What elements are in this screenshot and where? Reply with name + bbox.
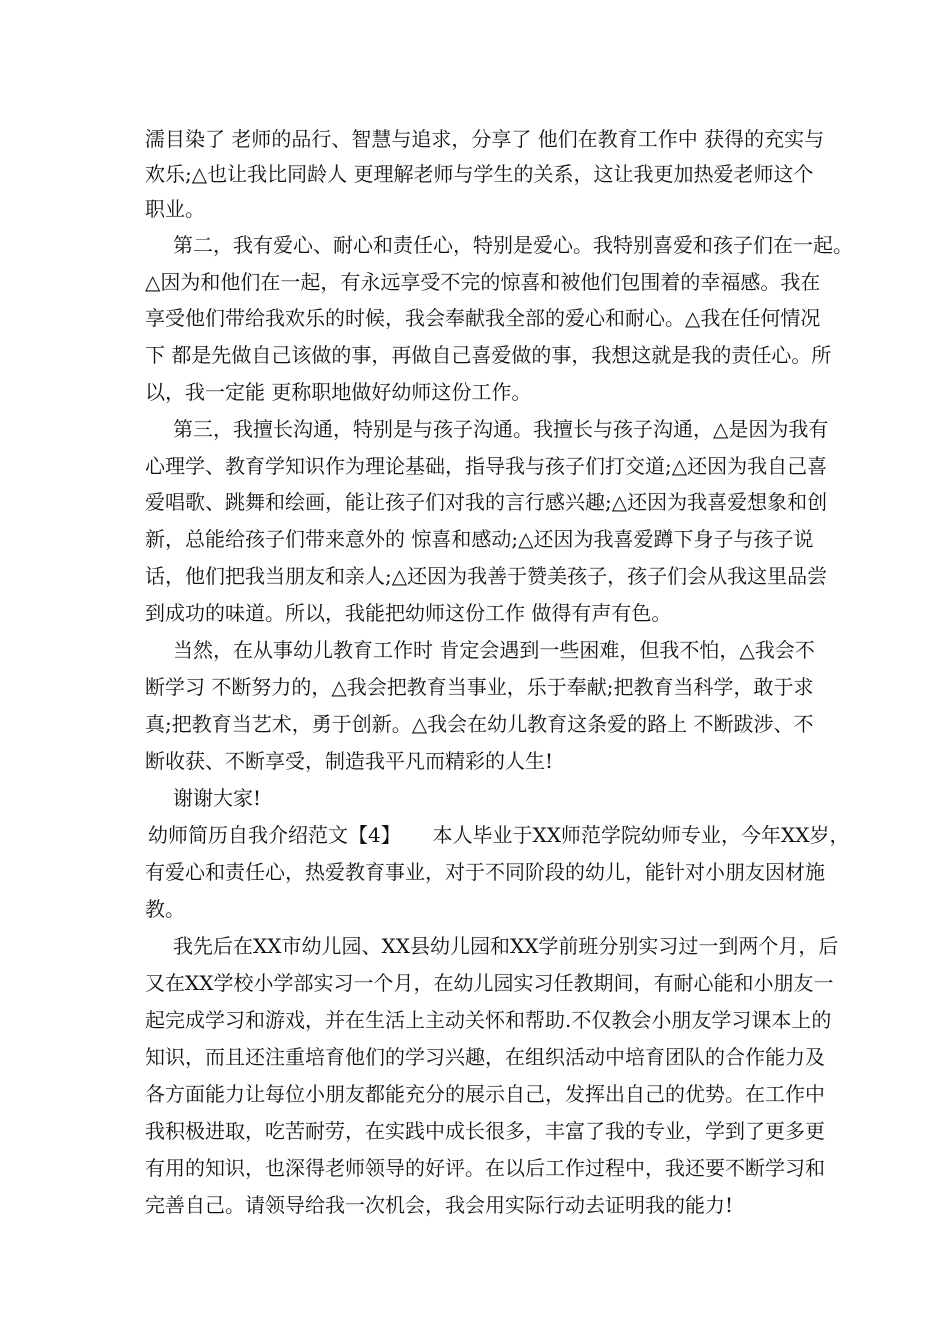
text-line: 断学习 不断努力的，△我会把教育当事业，乐于奉献;把教育当科学，敢于求 bbox=[145, 675, 814, 699]
paragraph-first-line: 我先后在XX市幼儿园、XX县幼儿园和XX学前班分别实习过一到两个月，后 bbox=[173, 934, 839, 958]
text-line: 教。 bbox=[145, 897, 185, 921]
text-line: 真;把教育当艺术，勇于创新。△我会在幼儿教育这条爱的路上 不断跋涉、不 bbox=[145, 712, 814, 736]
section-heading-line: 幼师简历自我介绍范文【4】 本人毕业于XX师范学院幼师专业，今年XX岁， bbox=[148, 823, 850, 847]
text-line: 新，总能给孩子们带来意外的 惊喜和感动;△还因为我喜爱蹲下身子与孩子说 bbox=[145, 527, 814, 551]
text-line: 职业。 bbox=[145, 197, 205, 221]
text-line: 断收获、不断享受，制造我平凡而精彩的人生! bbox=[145, 749, 554, 773]
text-line: 又在XX学校小学部实习一个月，在幼儿园实习任教期间，有耐心能和小朋友一 bbox=[145, 971, 834, 995]
text-line: 知识，而且还注重培育他们的学习兴趣，在组织活动中培育团队的合作能力及 bbox=[145, 1045, 825, 1069]
paragraph-first-line: 当然，在从事幼儿教育工作时 肯定会遇到一些困难，但我不怕，△我会不 bbox=[173, 638, 815, 662]
text-line: 我积极进取，吃苦耐劳，在实践中成长很多，丰富了我的专业，学到了更多更 bbox=[145, 1119, 825, 1143]
text-line: 欢乐;△也让我比同龄人 更理解老师与学生的关系，这让我更加热爱老师这个 bbox=[145, 162, 814, 186]
text-line: 濡目染了 老师的品行、智慧与追求，分享了 他们在教育工作中 获得的充实与 bbox=[145, 127, 825, 151]
text-line: 有用的知识，也深得老师领导的好评。在以后工作过程中，我还要不断学习和 bbox=[145, 1156, 825, 1180]
text-line: 起完成学习和游戏，并在生活上主动关怀和帮助.不仅教会小朋友学习课本上的 bbox=[145, 1008, 832, 1032]
text-line: 有爱心和责任心，热爱教育事业，对于不同阶段的幼儿，能针对小朋友因材施 bbox=[145, 860, 825, 884]
text-line: 下 都是先做自己该做的事，再做自己喜爱做的事，我想这就是我的责任心。所 bbox=[145, 343, 832, 367]
text-line: △因为和他们在一起，有永远享受不完的惊喜和被他们包围着的幸福感。我在 bbox=[145, 270, 821, 294]
text-line: 完善自己。请领导给我一次机会，我会用实际行动去证明我的能力! bbox=[145, 1193, 734, 1217]
text-line: 以，我一定能 更称职地做好幼师这份工作。 bbox=[145, 380, 532, 404]
text-line: 心理学、教育学知识作为理论基础，指导我与孩子们打交道;△还因为我自己喜 bbox=[145, 454, 828, 478]
text-line: 各方面能力让每位小朋友都能充分的展示自己，发挥出自己的优势。在工作中 bbox=[145, 1082, 825, 1106]
paragraph-first-line: 第三，我擅长沟通，特别是与孩子沟通。我擅长与孩子沟通，△是因为我有 bbox=[173, 417, 829, 441]
text-line: 到成功的味道。所以，我能把幼师这份工作 做得有声有色。 bbox=[145, 601, 672, 625]
text-line: 享受他们带给我欢乐的时候，我会奉献我全部的爱心和耐心。△我在任何情况 bbox=[145, 306, 821, 330]
text-line: 爱唱歌、跳舞和绘画，能让孩子们对我的言行感兴趣;△还因为我喜爱想象和创 bbox=[145, 490, 828, 514]
paragraph-first-line: 第二，我有爱心、耐心和责任心，特别是爱心。我特别喜爱和孩子们在一起。 bbox=[173, 233, 853, 257]
closing-thanks: 谢谢大家! bbox=[173, 786, 262, 810]
text-line: 话，他们把我当朋友和亲人;△还因为我善于赞美孩子，孩子们会从我这里品尝 bbox=[145, 564, 828, 588]
